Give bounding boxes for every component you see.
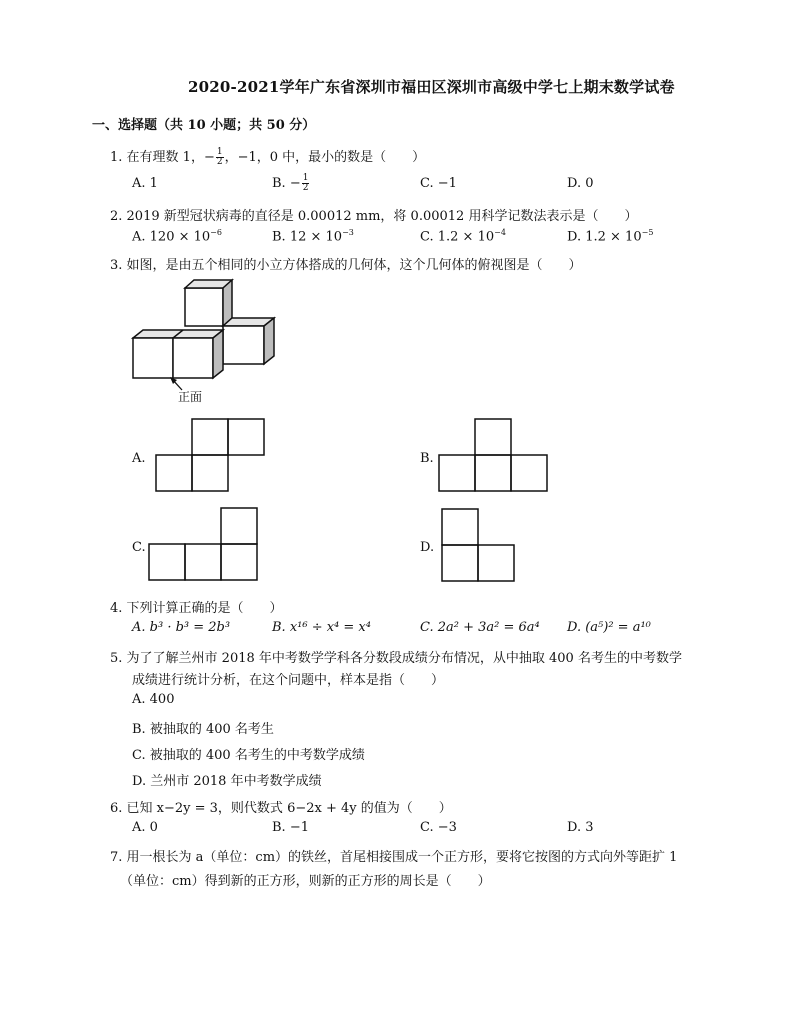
q3-option-c-figure[interactable]	[148, 506, 260, 584]
question-7-stem-line2: （单位：cm）得到新的正方形，则新的正方形的周长是（ ）	[120, 874, 491, 889]
cube-solid-figure	[128, 278, 288, 408]
question-5-stem-line2: 成绩进行统计分析，在这个问题中，样本是指（ ）	[132, 673, 445, 688]
q1-stem-prefix: 1. 在有理数 1，	[110, 150, 204, 165]
q6-option-a[interactable]: A. 0	[132, 820, 158, 835]
front-view-label: 正面	[178, 390, 203, 404]
question-2-stem: 2. 2019 新型冠状病毒的直径是 0.00012 mm，将 0.00012 用科学记数法表示是（ ）	[110, 209, 638, 224]
question-5-stem-line1: 5. 为了了解兰州市 2018 年中考数学学科各分数段成绩分布情况，从中抽取 400 名考生的中考数学	[110, 651, 682, 666]
section-heading: 一、选择题（共 10 小题；共 50 分）	[92, 118, 316, 133]
q2-option-d[interactable]: D. $1.2 \times 10^{-5}$	[567, 228, 654, 245]
q1-option-c[interactable]: C. −1	[420, 176, 457, 191]
q4-option-c[interactable]: C. 2a² + 3a² = 6a⁴	[420, 620, 540, 635]
q1-option-b[interactable]: B. − $\frac{1}{2}$	[272, 173, 309, 193]
question-1-stem: 1. 在有理数 1，− $\frac{1}{2}$ ，−1，0 中，最小的数是（ ）	[110, 147, 426, 167]
q2-option-a[interactable]: A. $120 \times 10^{-6}$	[132, 228, 222, 245]
q3-option-c-label[interactable]: C.	[132, 540, 146, 555]
q6-option-d[interactable]: D. 3	[567, 820, 594, 835]
q4-option-a[interactable]: A. b³ · b³ = 2b³	[132, 620, 231, 635]
question-6-stem: 6. 已知 x−2y = 3，则代数式 6−2x + 4y 的值为（ ）	[110, 801, 452, 816]
q3-option-d-figure[interactable]	[441, 508, 519, 584]
q3-option-a-label[interactable]: A.	[132, 451, 146, 466]
q4-option-d[interactable]: D. (a⁵)² = a¹⁰	[567, 620, 651, 635]
q6-option-c[interactable]: C. −3	[420, 820, 457, 835]
q6-option-b[interactable]: B. −1	[272, 820, 309, 835]
q5-option-b[interactable]: B. 被抽取的 400 名考生	[132, 722, 274, 737]
question-4-stem: 4. 下列计算正确的是（ ）	[110, 601, 283, 616]
q1-stem-suffix: ，−1，0 中，最小的数是（ ）	[224, 150, 426, 165]
q3-option-b-figure[interactable]	[438, 418, 550, 494]
q1-option-a[interactable]: A. 1	[132, 176, 158, 191]
q4-option-b[interactable]: B. x¹⁶ ÷ x⁴ = x⁴	[272, 620, 371, 635]
page-title: 2020-2021学年广东省深圳市福田区深圳市高级中学七上期末数学试卷	[188, 78, 675, 96]
q5-option-c[interactable]: C. 被抽取的 400 名考生的中考数学成绩	[132, 748, 365, 763]
q5-option-d[interactable]: D. 兰州市 2018 年中考数学成绩	[132, 774, 322, 789]
question-3-stem: 3. 如图，是由五个相同的小立方体搭成的几何体，这个几何体的俯视图是（ ）	[110, 258, 582, 273]
q1-fraction: $\frac{1}{2}$	[216, 147, 223, 167]
q3-option-b-label[interactable]: B.	[420, 451, 434, 466]
q3-option-d-label[interactable]: D.	[420, 540, 435, 555]
q5-option-a[interactable]: A. 400	[132, 692, 175, 707]
q1-option-d[interactable]: D. 0	[567, 176, 594, 191]
question-7-stem-line1: 7. 用一根长为 a（单位：cm）的铁丝，首尾相接围成一个正方形，要将它按图的方式向外等距扩 1	[110, 850, 678, 865]
q2-option-c[interactable]: C. $1.2 \times 10^{-4}$	[420, 228, 506, 245]
q2-option-b[interactable]: B. $12 \times 10^{-3}$	[272, 228, 354, 245]
q3-option-a-figure[interactable]	[155, 418, 267, 494]
